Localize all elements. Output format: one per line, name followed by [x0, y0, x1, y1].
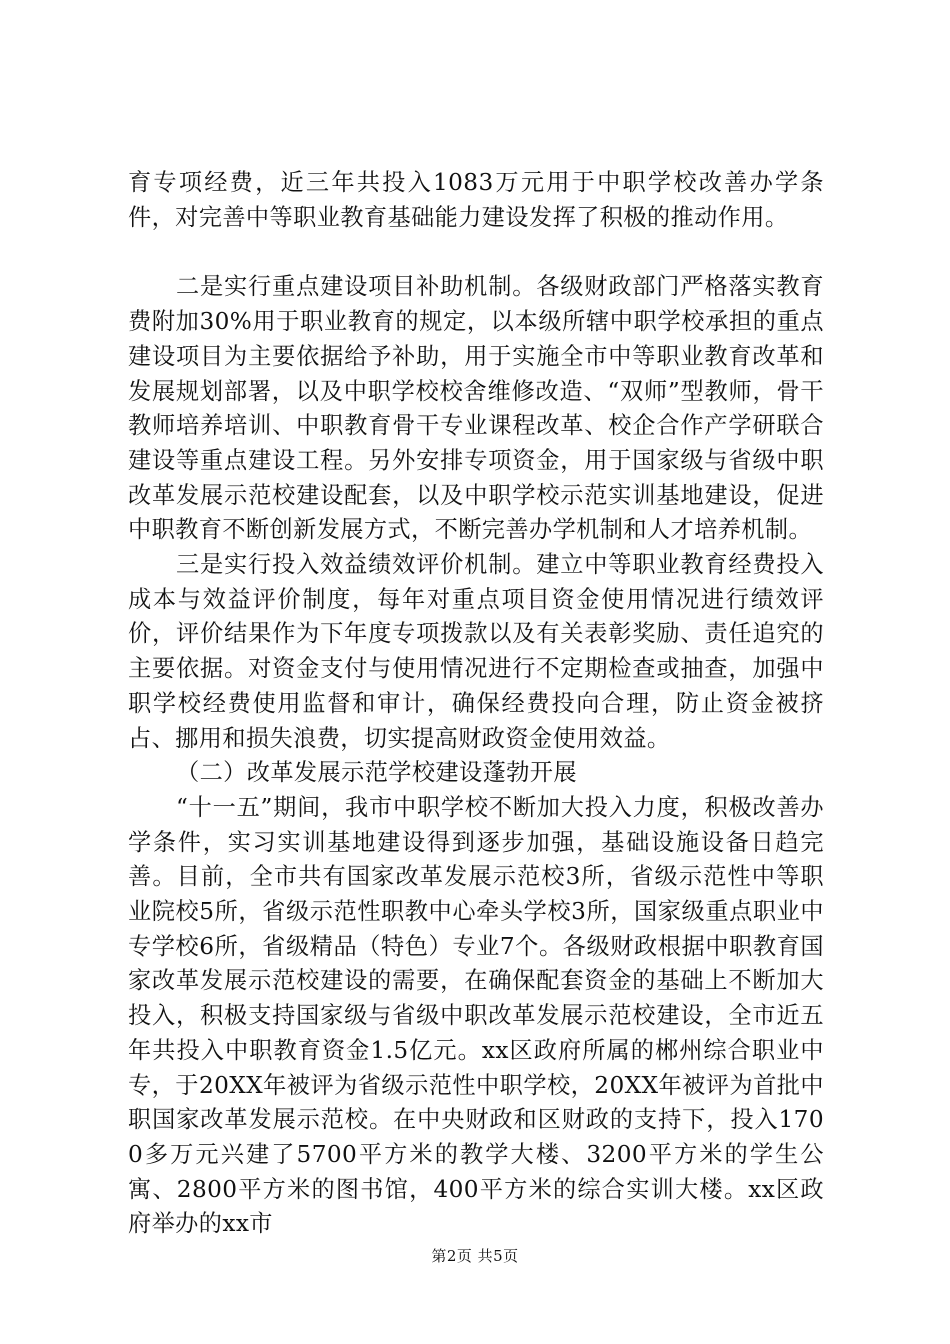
paragraph-continuation: 育专项经费，近三年共投入1083万元用于中职学校改善办学条件，对完善中等职业教育基础能力建设发挥了积极的推动作用。 — [128, 169, 824, 231]
paragraph-gap — [128, 235, 824, 270]
paragraph-project-subsidy: 二是实行重点建设项目补助机制。各级财政部门严格落实教育费附加30%用于职业教育的规定，以本级所辖中职学校承担的重点建设项目为主要依据给予补助，用于实施全市中等职业教育改革和发展规划部署，以及中职学校校舍维修改造、“双师”型教师，骨干教师培养培训、中职教育骨干专业课程改革、校企合作产学研联合建设等重点建设工程。另外安排专项资金，用于国家级与省级中职改革发展示范校建设配套，以及中职学校示范实训基地建设，促进中职教育不断创新发展方式，不断完善办学机制和人才培养机制。 — [128, 273, 824, 544]
document-body — [128, 166, 824, 1242]
section-heading: （二）改革发展示范学校建设蓬勃开展 — [176, 759, 577, 787]
page-number-footer: 第2页 共5页 — [431, 1247, 519, 1265]
paragraph-performance-evaluation: 三是实行投入效益绩效评价机制。建立中等职业教育经费投入成本与效益评价制度，每年对重点项目资金使用情况进行绩效评价，评价结果作为下年度专项拨款以及有关表彰奖励、责任追究的主要依据。对资金支付与使用情况进行不定期检查或抽查，加强中职学校经费使用监督和审计，确保经费投向合理，防止资金被挤占、挪用和损失浪费，切实提高财政资金使用效益。 — [128, 551, 824, 752]
paragraph-demonstration-schools: “十一五”期间，我市中职学校不断加大投入力度，积极改善办学条件，实习实训基地建设得到逐步加强，基础设施设备日趋完善。目前，全市共有国家改革发展示范校3所，省级示范性中等职业院校5所，省级示范性职教中心牵头学校3所，国家级重点职业中专学校6所，省级精品（特色）专业7个。各级财政根据中职教育国家改革发展示范校建设的需要，在确保配套资金的基础上不断加大投入，积极支持国家级与省级中职改革发展示范校建设，全市近五年共投入中职教育资金1.5亿元。xx区政府所属的郴州综合职业中专，于20XX年被评为省级示范性中职学校，20XX年被评为首批中职国家改革发展示范校。在中央财政和区财政的支持下，投入1700多万元兴建了5700平方米的教学大楼、3200平方米的学生公寓、2800平方米的图书馆，400平方米的综合实训大楼。xx区政府举办的xx市 — [128, 793, 824, 1238]
